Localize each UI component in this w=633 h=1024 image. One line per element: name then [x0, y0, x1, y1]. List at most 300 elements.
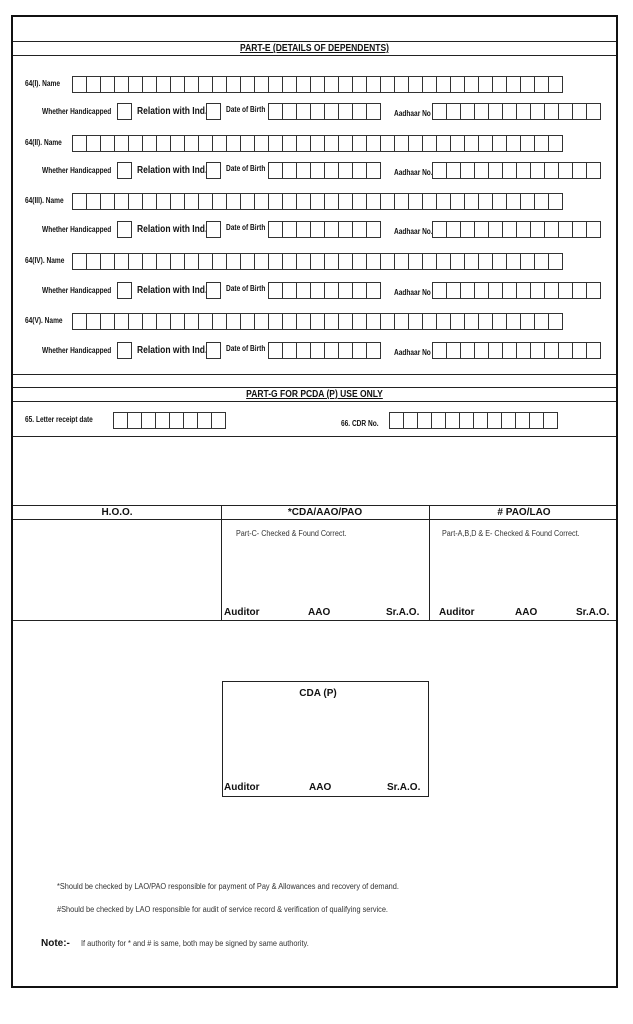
aadhaar-char-box[interactable] — [586, 162, 601, 179]
name-char-box[interactable] — [226, 313, 241, 330]
dob-char-box[interactable] — [352, 162, 367, 179]
name-char-box[interactable] — [170, 253, 185, 270]
cdr-char-box[interactable] — [403, 412, 418, 429]
aadhaar-char-box[interactable] — [544, 103, 559, 120]
name-char-box[interactable] — [478, 135, 493, 152]
name-char-box[interactable] — [464, 76, 479, 93]
aadhaar-char-box[interactable] — [474, 282, 489, 299]
name-char-box[interactable] — [436, 76, 451, 93]
cdr-char-box[interactable] — [543, 412, 558, 429]
name-char-box[interactable] — [338, 76, 353, 93]
name-char-box[interactable] — [282, 313, 297, 330]
name-char-box[interactable] — [352, 193, 367, 210]
name-char-box[interactable] — [380, 193, 395, 210]
name-char-box[interactable] — [338, 253, 353, 270]
cdr-char-box[interactable] — [389, 412, 404, 429]
letter-date-char-box[interactable] — [127, 412, 142, 429]
name-char-box[interactable] — [212, 193, 227, 210]
name-char-box[interactable] — [198, 253, 213, 270]
name-char-box[interactable] — [464, 193, 479, 210]
name-char-box[interactable] — [478, 253, 493, 270]
name-char-box[interactable] — [310, 76, 325, 93]
letter-date-char-box[interactable] — [169, 412, 184, 429]
aadhaar-char-box[interactable] — [432, 103, 447, 120]
aadhaar-char-box[interactable] — [502, 282, 517, 299]
aadhaar-char-box[interactable] — [516, 282, 531, 299]
aadhaar-char-box[interactable] — [446, 342, 461, 359]
name-char-box[interactable] — [114, 193, 129, 210]
aadhaar-number-field[interactable] — [433, 221, 601, 238]
name-char-box[interactable] — [212, 76, 227, 93]
name-char-box[interactable] — [478, 313, 493, 330]
name-char-box[interactable] — [86, 253, 101, 270]
name-char-box[interactable] — [464, 135, 479, 152]
aadhaar-char-box[interactable] — [446, 221, 461, 238]
aadhaar-char-box[interactable] — [558, 221, 573, 238]
cdr-number-field[interactable] — [390, 412, 558, 429]
name-char-box[interactable] — [352, 76, 367, 93]
date-of-birth-field[interactable] — [269, 162, 381, 179]
name-char-box[interactable] — [212, 253, 227, 270]
name-char-box[interactable] — [268, 313, 283, 330]
handicapped-checkbox[interactable] — [117, 221, 132, 238]
name-char-box[interactable] — [450, 193, 465, 210]
letter-date-char-box[interactable] — [155, 412, 170, 429]
cdr-char-box[interactable] — [501, 412, 516, 429]
name-char-box[interactable] — [114, 313, 129, 330]
dob-char-box[interactable] — [366, 282, 381, 299]
name-char-box[interactable] — [520, 253, 535, 270]
name-char-box[interactable] — [142, 135, 157, 152]
name-char-box[interactable] — [212, 135, 227, 152]
dob-char-box[interactable] — [366, 342, 381, 359]
name-char-box[interactable] — [240, 313, 255, 330]
name-char-box[interactable] — [436, 313, 451, 330]
name-char-box[interactable] — [114, 135, 129, 152]
date-of-birth-field[interactable] — [269, 282, 381, 299]
dependent-name-field[interactable] — [73, 313, 563, 330]
dob-char-box[interactable] — [338, 162, 353, 179]
relation-checkbox[interactable] — [206, 342, 221, 359]
aadhaar-number-field[interactable] — [433, 342, 601, 359]
aadhaar-char-box[interactable] — [474, 342, 489, 359]
letter-date-char-box[interactable] — [211, 412, 226, 429]
name-char-box[interactable] — [72, 193, 87, 210]
name-char-box[interactable] — [548, 193, 563, 210]
name-char-box[interactable] — [380, 76, 395, 93]
name-char-box[interactable] — [366, 313, 381, 330]
dependent-name-field[interactable] — [73, 253, 563, 270]
name-char-box[interactable] — [408, 135, 423, 152]
name-char-box[interactable] — [254, 193, 269, 210]
aadhaar-char-box[interactable] — [572, 221, 587, 238]
dob-char-box[interactable] — [282, 221, 297, 238]
name-char-box[interactable] — [128, 253, 143, 270]
aadhaar-char-box[interactable] — [502, 221, 517, 238]
name-char-box[interactable] — [506, 313, 521, 330]
name-char-box[interactable] — [422, 313, 437, 330]
name-char-box[interactable] — [520, 193, 535, 210]
name-char-box[interactable] — [170, 193, 185, 210]
name-char-box[interactable] — [296, 313, 311, 330]
relation-checkbox[interactable] — [206, 162, 221, 179]
dob-char-box[interactable] — [352, 342, 367, 359]
name-char-box[interactable] — [282, 76, 297, 93]
name-char-box[interactable] — [282, 193, 297, 210]
aadhaar-char-box[interactable] — [488, 103, 503, 120]
name-char-box[interactable] — [394, 253, 409, 270]
name-char-box[interactable] — [450, 313, 465, 330]
aadhaar-char-box[interactable] — [530, 282, 545, 299]
name-char-box[interactable] — [142, 313, 157, 330]
cdr-char-box[interactable] — [459, 412, 474, 429]
name-char-box[interactable] — [296, 76, 311, 93]
aadhaar-number-field[interactable] — [433, 162, 601, 179]
dob-char-box[interactable] — [338, 221, 353, 238]
aadhaar-char-box[interactable] — [530, 221, 545, 238]
name-char-box[interactable] — [184, 135, 199, 152]
aadhaar-char-box[interactable] — [572, 282, 587, 299]
dob-char-box[interactable] — [352, 221, 367, 238]
name-char-box[interactable] — [394, 135, 409, 152]
name-char-box[interactable] — [506, 253, 521, 270]
name-char-box[interactable] — [450, 76, 465, 93]
name-char-box[interactable] — [534, 193, 549, 210]
handicapped-checkbox[interactable] — [117, 342, 132, 359]
aadhaar-char-box[interactable] — [558, 162, 573, 179]
dob-char-box[interactable] — [366, 221, 381, 238]
name-char-box[interactable] — [86, 135, 101, 152]
name-char-box[interactable] — [86, 193, 101, 210]
cdr-char-box[interactable] — [529, 412, 544, 429]
aadhaar-char-box[interactable] — [446, 162, 461, 179]
aadhaar-char-box[interactable] — [460, 162, 475, 179]
name-char-box[interactable] — [128, 76, 143, 93]
name-char-box[interactable] — [352, 253, 367, 270]
name-char-box[interactable] — [422, 135, 437, 152]
cdr-char-box[interactable] — [515, 412, 530, 429]
letter-date-char-box[interactable] — [113, 412, 128, 429]
name-char-box[interactable] — [254, 76, 269, 93]
name-char-box[interactable] — [324, 253, 339, 270]
name-char-box[interactable] — [506, 135, 521, 152]
aadhaar-char-box[interactable] — [446, 282, 461, 299]
name-char-box[interactable] — [506, 193, 521, 210]
name-char-box[interactable] — [296, 135, 311, 152]
handicapped-checkbox[interactable] — [117, 162, 132, 179]
name-char-box[interactable] — [170, 313, 185, 330]
aadhaar-char-box[interactable] — [572, 103, 587, 120]
name-char-box[interactable] — [198, 76, 213, 93]
aadhaar-char-box[interactable] — [474, 221, 489, 238]
dob-char-box[interactable] — [366, 103, 381, 120]
name-char-box[interactable] — [184, 76, 199, 93]
name-char-box[interactable] — [310, 193, 325, 210]
name-char-box[interactable] — [324, 193, 339, 210]
name-char-box[interactable] — [100, 313, 115, 330]
aadhaar-char-box[interactable] — [474, 162, 489, 179]
name-char-box[interactable] — [282, 135, 297, 152]
name-char-box[interactable] — [408, 193, 423, 210]
aadhaar-char-box[interactable] — [432, 342, 447, 359]
handicapped-checkbox[interactable] — [117, 282, 132, 299]
name-char-box[interactable] — [198, 135, 213, 152]
name-char-box[interactable] — [492, 313, 507, 330]
dob-char-box[interactable] — [324, 103, 339, 120]
name-char-box[interactable] — [408, 253, 423, 270]
name-char-box[interactable] — [156, 193, 171, 210]
name-char-box[interactable] — [156, 253, 171, 270]
dob-char-box[interactable] — [296, 282, 311, 299]
dob-char-box[interactable] — [268, 342, 283, 359]
dob-char-box[interactable] — [310, 221, 325, 238]
cdr-char-box[interactable] — [487, 412, 502, 429]
handicapped-checkbox[interactable] — [117, 103, 132, 120]
aadhaar-char-box[interactable] — [586, 103, 601, 120]
name-char-box[interactable] — [366, 193, 381, 210]
name-char-box[interactable] — [142, 193, 157, 210]
name-char-box[interactable] — [380, 135, 395, 152]
name-char-box[interactable] — [128, 313, 143, 330]
name-char-box[interactable] — [128, 193, 143, 210]
name-char-box[interactable] — [240, 253, 255, 270]
aadhaar-char-box[interactable] — [516, 162, 531, 179]
name-char-box[interactable] — [310, 253, 325, 270]
dob-char-box[interactable] — [366, 162, 381, 179]
name-char-box[interactable] — [86, 313, 101, 330]
aadhaar-char-box[interactable] — [572, 162, 587, 179]
date-of-birth-field[interactable] — [269, 221, 381, 238]
name-char-box[interactable] — [324, 313, 339, 330]
name-char-box[interactable] — [520, 76, 535, 93]
name-char-box[interactable] — [478, 193, 493, 210]
aadhaar-char-box[interactable] — [530, 162, 545, 179]
name-char-box[interactable] — [114, 253, 129, 270]
name-char-box[interactable] — [100, 135, 115, 152]
name-char-box[interactable] — [226, 76, 241, 93]
aadhaar-char-box[interactable] — [488, 162, 503, 179]
name-char-box[interactable] — [170, 76, 185, 93]
dob-char-box[interactable] — [296, 342, 311, 359]
name-char-box[interactable] — [72, 253, 87, 270]
name-char-box[interactable] — [450, 253, 465, 270]
aadhaar-char-box[interactable] — [530, 103, 545, 120]
name-char-box[interactable] — [156, 313, 171, 330]
aadhaar-char-box[interactable] — [502, 103, 517, 120]
dob-char-box[interactable] — [338, 282, 353, 299]
aadhaar-char-box[interactable] — [432, 162, 447, 179]
name-char-box[interactable] — [492, 135, 507, 152]
name-char-box[interactable] — [464, 253, 479, 270]
name-char-box[interactable] — [240, 76, 255, 93]
name-char-box[interactable] — [72, 76, 87, 93]
name-char-box[interactable] — [380, 253, 395, 270]
name-char-box[interactable] — [268, 76, 283, 93]
name-char-box[interactable] — [184, 313, 199, 330]
letter-date-char-box[interactable] — [197, 412, 212, 429]
name-char-box[interactable] — [142, 76, 157, 93]
name-char-box[interactable] — [492, 76, 507, 93]
name-char-box[interactable] — [254, 135, 269, 152]
name-char-box[interactable] — [366, 135, 381, 152]
aadhaar-char-box[interactable] — [488, 282, 503, 299]
name-char-box[interactable] — [310, 135, 325, 152]
name-char-box[interactable] — [492, 193, 507, 210]
name-char-box[interactable] — [240, 193, 255, 210]
name-char-box[interactable] — [268, 135, 283, 152]
name-char-box[interactable] — [436, 135, 451, 152]
name-char-box[interactable] — [352, 135, 367, 152]
name-char-box[interactable] — [240, 135, 255, 152]
aadhaar-char-box[interactable] — [460, 342, 475, 359]
date-of-birth-field[interactable] — [269, 103, 381, 120]
aadhaar-char-box[interactable] — [516, 342, 531, 359]
name-char-box[interactable] — [338, 135, 353, 152]
aadhaar-char-box[interactable] — [558, 342, 573, 359]
name-char-box[interactable] — [184, 193, 199, 210]
name-char-box[interactable] — [156, 135, 171, 152]
dob-char-box[interactable] — [324, 282, 339, 299]
name-char-box[interactable] — [534, 135, 549, 152]
name-char-box[interactable] — [184, 253, 199, 270]
aadhaar-char-box[interactable] — [544, 342, 559, 359]
aadhaar-char-box[interactable] — [502, 162, 517, 179]
cdr-char-box[interactable] — [417, 412, 432, 429]
name-char-box[interactable] — [548, 253, 563, 270]
dependent-name-field[interactable] — [73, 135, 563, 152]
aadhaar-char-box[interactable] — [432, 282, 447, 299]
dob-char-box[interactable] — [310, 103, 325, 120]
aadhaar-number-field[interactable] — [433, 282, 601, 299]
name-char-box[interactable] — [548, 135, 563, 152]
name-char-box[interactable] — [156, 76, 171, 93]
name-char-box[interactable] — [226, 193, 241, 210]
aadhaar-char-box[interactable] — [488, 342, 503, 359]
name-char-box[interactable] — [506, 76, 521, 93]
name-char-box[interactable] — [380, 313, 395, 330]
dob-char-box[interactable] — [296, 221, 311, 238]
name-char-box[interactable] — [128, 135, 143, 152]
name-char-box[interactable] — [450, 135, 465, 152]
dependent-name-field[interactable] — [73, 193, 563, 210]
name-char-box[interactable] — [366, 253, 381, 270]
dependent-name-field[interactable] — [73, 76, 563, 93]
aadhaar-char-box[interactable] — [558, 282, 573, 299]
aadhaar-char-box[interactable] — [544, 221, 559, 238]
dob-char-box[interactable] — [310, 162, 325, 179]
aadhaar-char-box[interactable] — [460, 103, 475, 120]
name-char-box[interactable] — [100, 193, 115, 210]
relation-checkbox[interactable] — [206, 103, 221, 120]
aadhaar-char-box[interactable] — [544, 162, 559, 179]
name-char-box[interactable] — [212, 313, 227, 330]
name-char-box[interactable] — [492, 253, 507, 270]
letter-receipt-date-field[interactable] — [114, 412, 226, 429]
relation-checkbox[interactable] — [206, 221, 221, 238]
name-char-box[interactable] — [268, 193, 283, 210]
name-char-box[interactable] — [366, 76, 381, 93]
dob-char-box[interactable] — [268, 282, 283, 299]
cdr-char-box[interactable] — [445, 412, 460, 429]
name-char-box[interactable] — [254, 253, 269, 270]
name-char-box[interactable] — [408, 76, 423, 93]
name-char-box[interactable] — [170, 135, 185, 152]
dob-char-box[interactable] — [268, 221, 283, 238]
name-char-box[interactable] — [436, 253, 451, 270]
aadhaar-char-box[interactable] — [586, 282, 601, 299]
name-char-box[interactable] — [324, 76, 339, 93]
name-char-box[interactable] — [142, 253, 157, 270]
aadhaar-char-box[interactable] — [460, 282, 475, 299]
aadhaar-char-box[interactable] — [502, 342, 517, 359]
dob-char-box[interactable] — [282, 162, 297, 179]
name-char-box[interactable] — [422, 76, 437, 93]
dob-char-box[interactable] — [324, 221, 339, 238]
aadhaar-char-box[interactable] — [488, 221, 503, 238]
name-char-box[interactable] — [296, 193, 311, 210]
aadhaar-char-box[interactable] — [474, 103, 489, 120]
date-of-birth-field[interactable] — [269, 342, 381, 359]
name-char-box[interactable] — [520, 313, 535, 330]
dob-char-box[interactable] — [282, 103, 297, 120]
name-char-box[interactable] — [548, 76, 563, 93]
aadhaar-char-box[interactable] — [432, 221, 447, 238]
name-char-box[interactable] — [534, 313, 549, 330]
name-char-box[interactable] — [338, 193, 353, 210]
name-char-box[interactable] — [422, 193, 437, 210]
aadhaar-char-box[interactable] — [516, 103, 531, 120]
dob-char-box[interactable] — [282, 342, 297, 359]
name-char-box[interactable] — [282, 253, 297, 270]
name-char-box[interactable] — [268, 253, 283, 270]
relation-checkbox[interactable] — [206, 282, 221, 299]
cdr-char-box[interactable] — [473, 412, 488, 429]
name-char-box[interactable] — [198, 193, 213, 210]
name-char-box[interactable] — [114, 76, 129, 93]
aadhaar-number-field[interactable] — [433, 103, 601, 120]
aadhaar-char-box[interactable] — [446, 103, 461, 120]
name-char-box[interactable] — [226, 253, 241, 270]
aadhaar-char-box[interactable] — [572, 342, 587, 359]
name-char-box[interactable] — [394, 76, 409, 93]
cdr-char-box[interactable] — [431, 412, 446, 429]
name-char-box[interactable] — [534, 253, 549, 270]
dob-char-box[interactable] — [324, 342, 339, 359]
name-char-box[interactable] — [254, 313, 269, 330]
name-char-box[interactable] — [324, 135, 339, 152]
aadhaar-char-box[interactable] — [544, 282, 559, 299]
name-char-box[interactable] — [422, 253, 437, 270]
dob-char-box[interactable] — [268, 103, 283, 120]
name-char-box[interactable] — [408, 313, 423, 330]
letter-date-char-box[interactable] — [141, 412, 156, 429]
aadhaar-char-box[interactable] — [516, 221, 531, 238]
dob-char-box[interactable] — [338, 342, 353, 359]
name-char-box[interactable] — [534, 76, 549, 93]
letter-date-char-box[interactable] — [183, 412, 198, 429]
name-char-box[interactable] — [478, 76, 493, 93]
aadhaar-char-box[interactable] — [460, 221, 475, 238]
name-char-box[interactable] — [520, 135, 535, 152]
name-char-box[interactable] — [394, 193, 409, 210]
dob-char-box[interactable] — [296, 162, 311, 179]
dob-char-box[interactable] — [352, 103, 367, 120]
name-char-box[interactable] — [394, 313, 409, 330]
dob-char-box[interactable] — [268, 162, 283, 179]
name-char-box[interactable] — [72, 135, 87, 152]
name-char-box[interactable] — [352, 313, 367, 330]
dob-char-box[interactable] — [352, 282, 367, 299]
